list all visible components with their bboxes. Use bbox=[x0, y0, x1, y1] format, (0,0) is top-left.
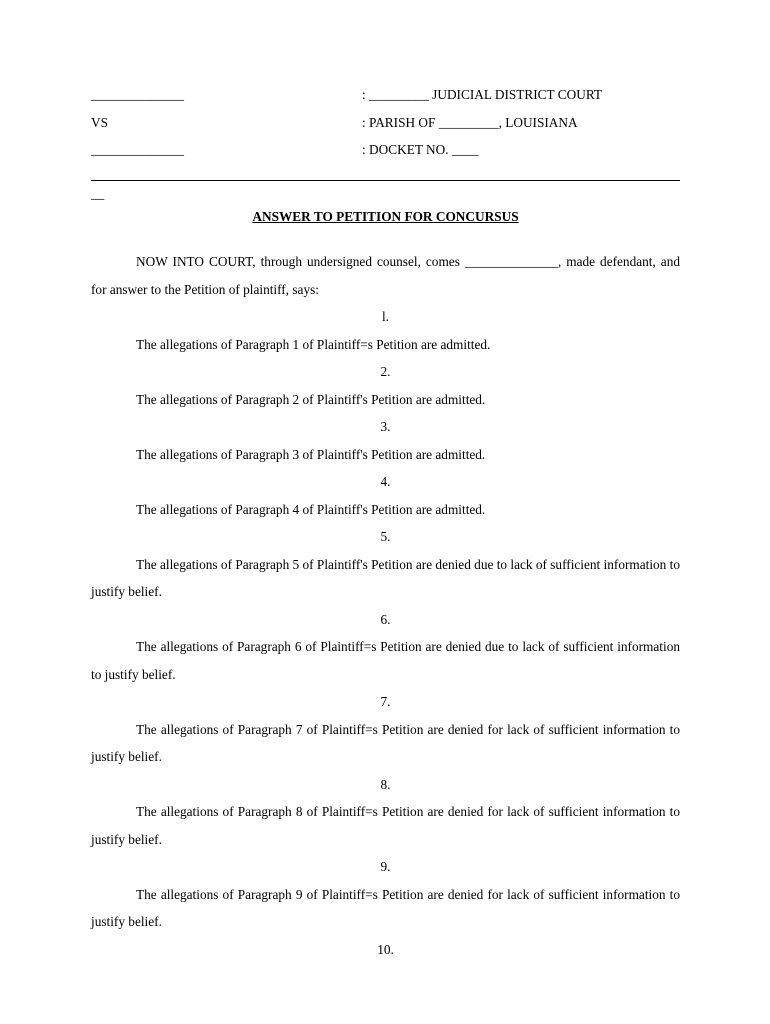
paragraph-text: The allegations of Paragraph 8 of Plaintiff=s Petition are denied for lack of sufficient information to justify belief. bbox=[91, 804, 680, 847]
caption-defendant-blank: ______________ bbox=[91, 142, 185, 157]
paragraph-text: The allegations of Paragraph 1 of Plaintiff=s Petition are admitted. bbox=[136, 336, 491, 352]
paragraph-text: The allegations of Paragraph 7 of Plaintiff=s Petition are denied for lack of sufficient information to justify belief. bbox=[91, 721, 680, 764]
paragraph-text: The allegations of Paragraph 2 of Plaintiff's Petition are admitted. bbox=[136, 391, 486, 407]
caption-plaintiff-blank: ______________ bbox=[91, 87, 185, 102]
paragraph-number: 9. bbox=[380, 859, 391, 874]
paragraph-text: The allegations of Paragraph 9 of Plaintiff=s Petition are denied for lack of sufficient information to justify belief. bbox=[91, 886, 680, 929]
caption-vs: VS bbox=[91, 115, 108, 130]
paragraph-number: 6. bbox=[380, 611, 391, 627]
paragraph-number: 7. bbox=[380, 694, 391, 709]
caption-row-plaintiff bbox=[91, 86, 681, 104]
caption-row-defendant bbox=[91, 141, 681, 159]
paragraph-text: The allegations of Paragraph 5 of Plaintiff's Petition are denied due to lack of sufficient information to justify belief. bbox=[91, 556, 680, 599]
document-title: ANSWER TO PETITION FOR CONCURSUS bbox=[252, 209, 519, 224]
caption-docket: : DOCKET NO. ____ bbox=[362, 142, 479, 157]
paragraph-text: The allegations of Paragraph 6 of Plaintiff=s Petition are denied due to lack of sufficient information to justify belief. bbox=[91, 639, 680, 682]
caption-row-vs bbox=[91, 114, 681, 132]
paragraph-number: 4. bbox=[380, 474, 391, 489]
paragraph-number: l. bbox=[381, 309, 390, 324]
caption-parish: : PARISH OF _________, LOUISIANA bbox=[362, 115, 578, 130]
paragraph-number: 2. bbox=[380, 364, 391, 379]
paragraph-number: 10. bbox=[377, 941, 394, 957]
paragraph-text: The allegations of Paragraph 3 of Plaintiff's Petition are admitted. bbox=[136, 446, 486, 462]
caption-court: : _________ JUDICIAL DISTRICT COURT bbox=[362, 87, 603, 102]
paragraph-number: 3. bbox=[380, 419, 391, 434]
paragraph-text: The allegations of Paragraph 4 of Plaintiff's Petition are admitted. bbox=[136, 501, 486, 517]
caption-divider-tail: __ bbox=[91, 186, 105, 201]
document-body bbox=[91, 248, 680, 963]
intro-paragraph: NOW INTO COURT, through undersigned counsel, comes ______________, made defendant, and for answer to the Petition of plaintiff, says: bbox=[91, 254, 680, 297]
paragraph-number: 5. bbox=[380, 529, 391, 544]
paragraph-number: 8. bbox=[380, 776, 391, 792]
caption-divider bbox=[91, 180, 680, 181]
